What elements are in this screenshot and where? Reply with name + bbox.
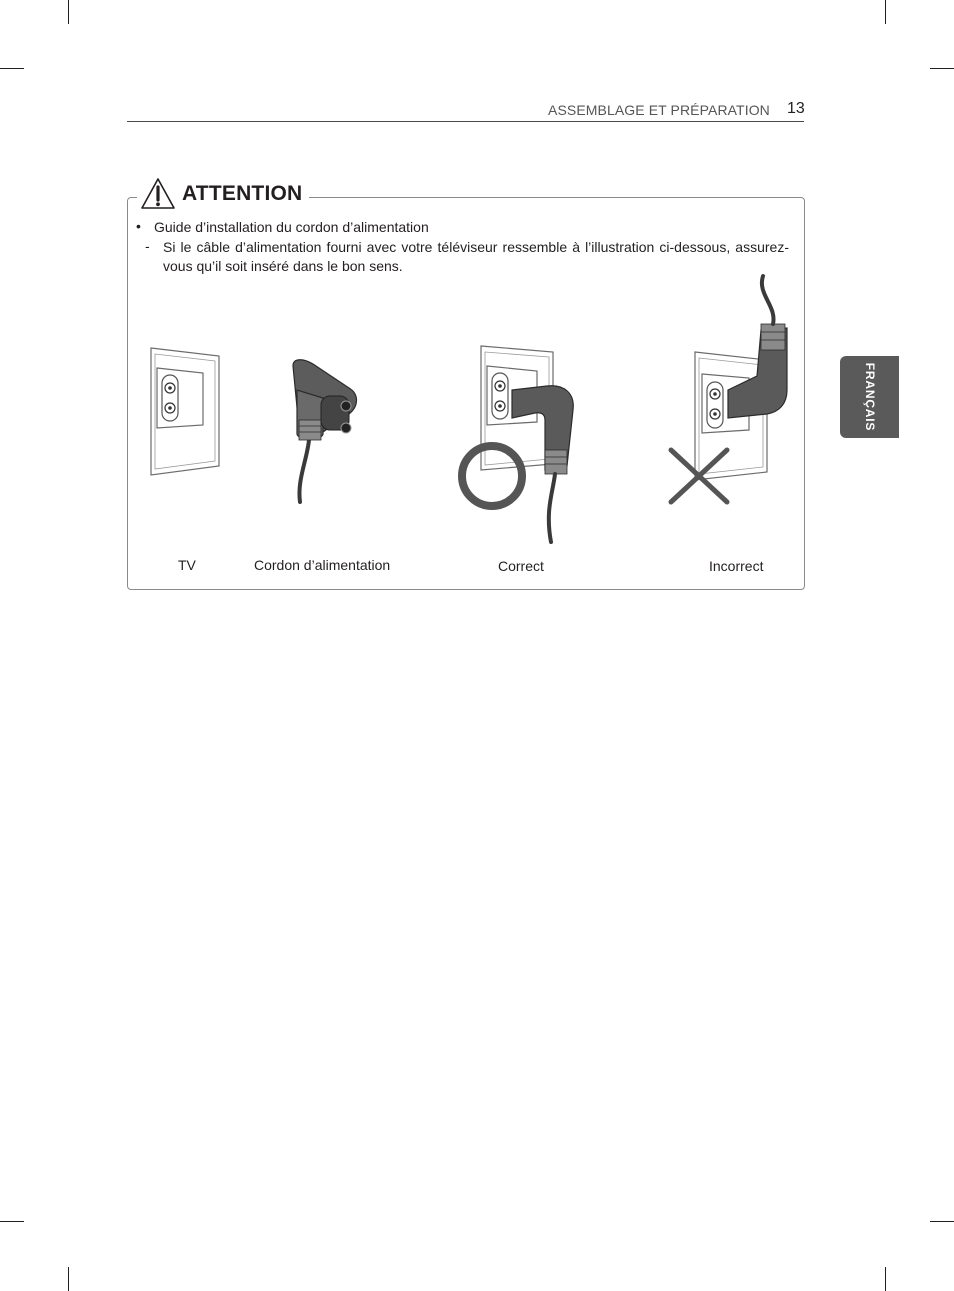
crop-mark	[0, 1221, 24, 1222]
power-cord-illustration	[127, 270, 804, 550]
section-title: ASSEMBLAGE ET PRÉPARATION	[548, 102, 770, 118]
attention-title: ATTENTION	[182, 182, 303, 205]
crop-mark	[930, 1221, 954, 1222]
warning-triangle-icon	[140, 177, 176, 211]
header-rule	[127, 121, 804, 122]
bullet-text: Guide d’installation du cordon d’alimentation	[154, 219, 429, 235]
caption-tv: TV	[178, 557, 196, 573]
caption-correct: Correct	[498, 558, 544, 574]
page-number: 13	[787, 100, 805, 117]
caption-cord: Cordon d’alimentation	[254, 557, 391, 573]
crop-mark	[68, 0, 69, 24]
attention-header	[137, 174, 309, 214]
dash-marker: -	[145, 238, 150, 254]
language-tab	[840, 356, 899, 438]
crop-mark	[68, 1267, 69, 1291]
tv-socket	[151, 348, 219, 475]
crop-mark	[885, 1267, 886, 1291]
crop-mark	[0, 68, 24, 69]
caption-incorrect: Incorrect	[709, 558, 764, 574]
crop-mark	[885, 0, 886, 24]
language-tab-label: FRANÇAIS	[862, 362, 877, 432]
instruction-text: Si le câble d’alimentation fourni avec votre téléviseur ressemble à l’illustration ci-dessous, assurez-vous qu’il soit inséré dans le bon sens.	[163, 239, 789, 274]
bullet-marker: •	[136, 218, 141, 234]
power-cord-plug	[293, 360, 357, 502]
crop-mark	[930, 68, 954, 69]
incorrect-socket	[695, 276, 787, 480]
